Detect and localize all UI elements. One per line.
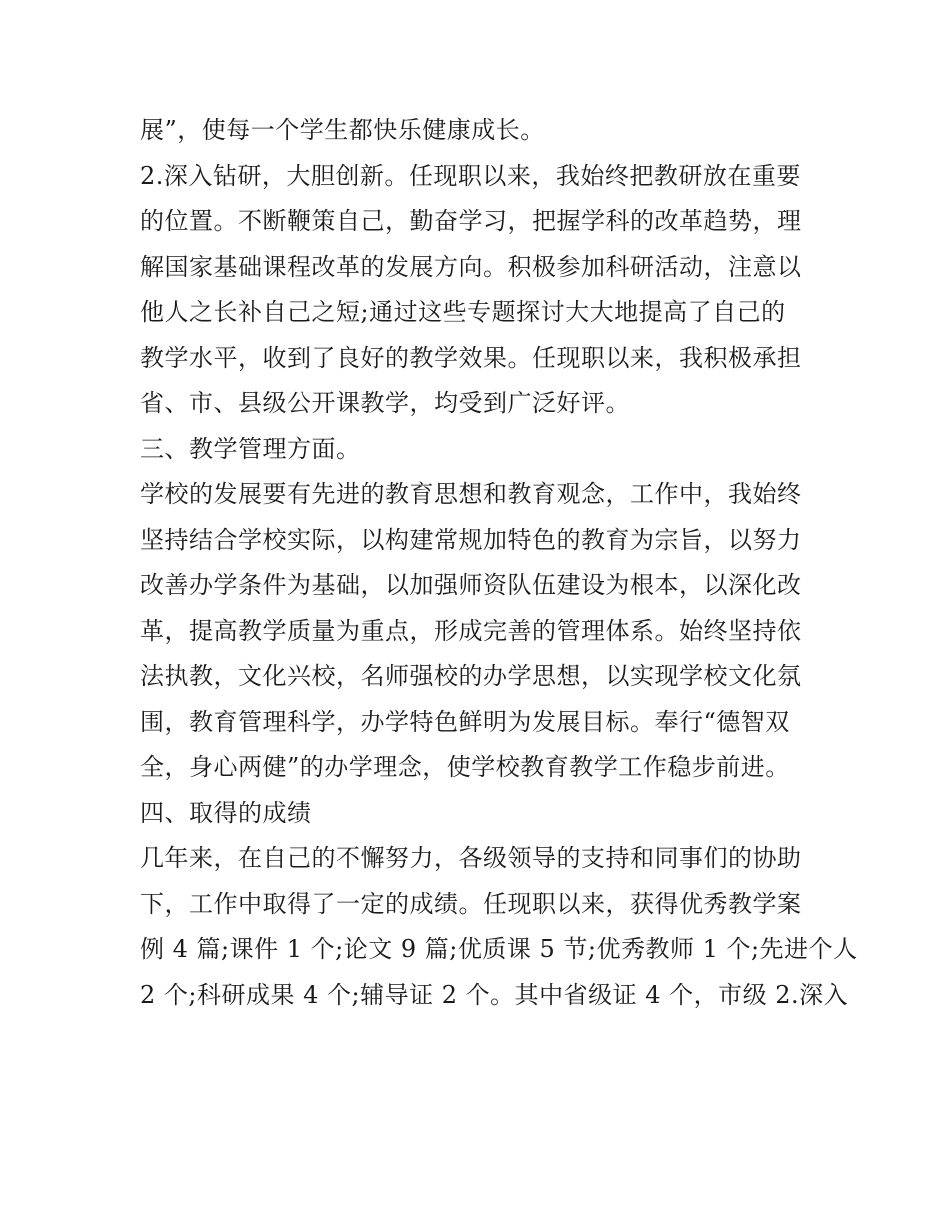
text-line: 教学水平，收到了良好的教学效果。任现职以来，我积极承担	[140, 343, 802, 372]
text-line: 2 个;科研成果 4 个;辅导证 2 个。其中省级证 4 个，市级 2.深入	[140, 980, 849, 1009]
text-line: 法执教，文化兴校，名师强校的办学思想，以实现学校文化氛	[140, 662, 802, 690]
text-line: 他人之长补自己之短;通过这些专题探讨大大地提高了自己的	[140, 298, 786, 326]
text-line: 革，提高教学质量为重点，形成完善的管理体系。始终坚持依	[140, 616, 802, 645]
text-line: 例 4 篇;课件 1 个;论文 9 篇;优质课 5 节;优秀教师 1 个;先进个人	[140, 935, 858, 963]
text-line: 坚持结合学校实际，以构建常规加特色的教育为宗旨，以努力	[140, 525, 802, 554]
text-line: 解国家基础课程改革的发展方向。积极参加科研活动，注意以	[140, 252, 802, 281]
text-line: 省、市、县级公开课教学，均受到广泛好评。	[140, 389, 630, 417]
text-line: 下，工作中取得了一定的成绩。任现职以来，获得优秀教学案	[140, 889, 802, 918]
section-heading: 三、教学管理方面。	[140, 434, 361, 463]
section-heading: 四、取得的成绩	[140, 798, 312, 827]
text-line: 学校的发展要有先进的教育思想和教育观念，工作中，我始终	[140, 480, 802, 508]
document-body	[140, 108, 858, 1018]
text-line: 2.深入钻研，大胆创新。任现职以来，我始终把教研放在重要	[140, 161, 801, 190]
text-line: 几年来，在自己的不懈努力，各级领导的支持和同事们的协助	[140, 844, 802, 872]
text-line: 改善办学条件为基础，以加强师资队伍建设为根本，以深化改	[140, 571, 802, 599]
text-line: 围，教育管理科学，办学特色鲜明为发展目标。奉行“德智双	[140, 707, 790, 736]
text-line: 展”，使每一个学生都快乐健康成长。	[140, 116, 545, 144]
text-line: 全，身心两健”的办学理念，使学校教育教学工作稳步前进。	[140, 753, 790, 781]
text-line: 的位置。不断鞭策自己，勤奋学习，把握学科的改革趋势，理	[140, 207, 802, 235]
